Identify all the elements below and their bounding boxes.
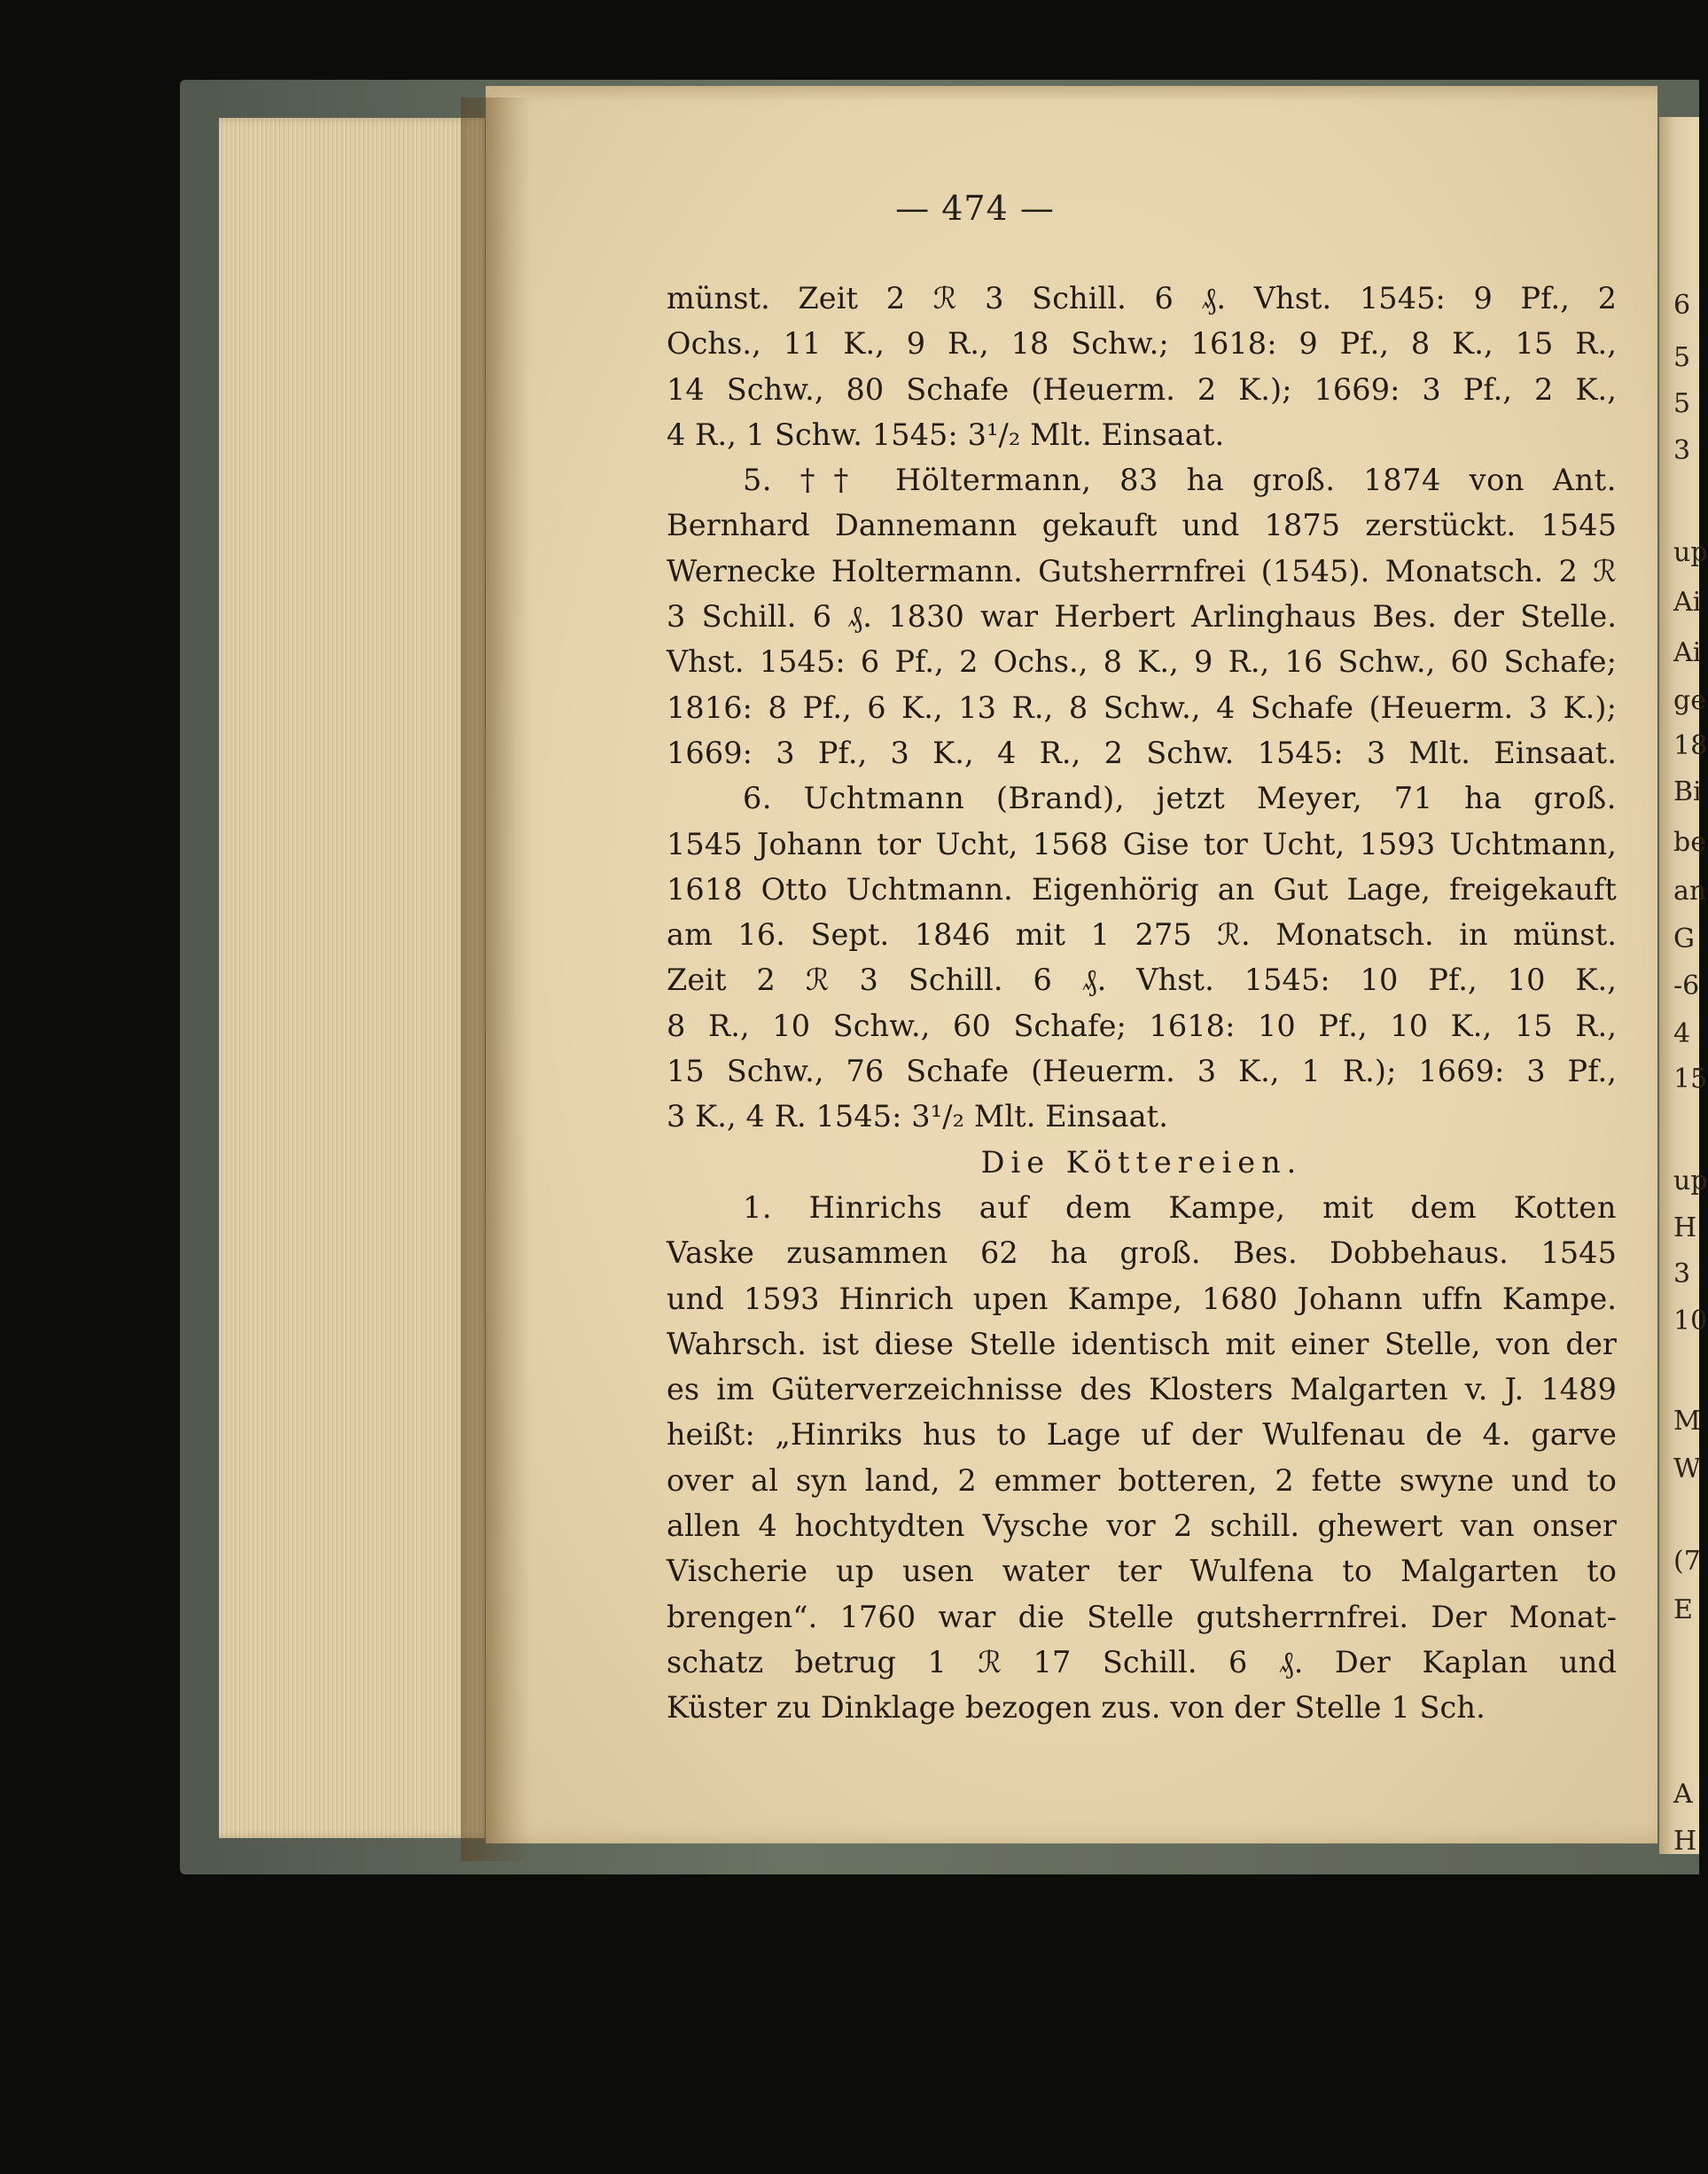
next-page-fragment: ge	[1673, 685, 1706, 716]
text-line: Bernhard Dannemann gekauft und 1875 zerstückt. 1545	[667, 508, 1617, 543]
next-page-fragment: 10	[1673, 1305, 1708, 1336]
text-line: und 1593 Hinrich upen Kampe, 1680 Johann uffn Kampe.	[667, 1281, 1617, 1316]
next-page-fragment: up	[1673, 537, 1708, 568]
text-line: Ochs., 11 K., 9 R., 18 Schw.; 1618: 9 Pf., 8 K., 15 R.,	[667, 326, 1617, 362]
text-line: 1669: 3 Pf., 3 K., 4 R., 2 Schw. 1545: 3 Mlt. Einsaat.	[667, 735, 1617, 770]
text-line: heißt: „Hinriks hus to Lage uf der Wulfenau de 4. garve	[667, 1417, 1617, 1453]
text-line: brengen“. 1760 war die Stelle gutsherrnfrei. Der Monat-	[667, 1599, 1617, 1634]
page-top-edge	[486, 86, 1657, 100]
next-page-fragment: an	[1673, 876, 1707, 907]
entry-heading-hinrichs: 1. Hinrichs auf dem Kampe, mit dem Kotten	[743, 1189, 1617, 1225]
text-line: am 16. Sept. 1846 mit 1 275 ℛ. Monatsch. in münst.	[667, 917, 1617, 953]
next-page-fragment: Ai	[1673, 587, 1702, 618]
next-page-fragment: be	[1673, 827, 1706, 858]
next-page-fragment: E	[1673, 1594, 1693, 1625]
text-line: Vaske zusammen 62 ha groß. Bes. Dobbehaus. 1545	[667, 1235, 1617, 1271]
text-line: allen 4 hochtydten Vysche vor 2 schill. ghewert van onser	[667, 1508, 1617, 1544]
next-page-fragment: Ai	[1673, 637, 1702, 668]
next-page-fragment: Bi	[1673, 776, 1702, 807]
next-page-fragment: 3	[1673, 1258, 1691, 1290]
text-line: Vischerie up usen water ter Wulfena to Malgarten to	[667, 1554, 1617, 1589]
text-line: Vhst. 1545: 6 Pf., 2 Ochs., 8 K., 9 R., 16 Schw., 60 Schafe;	[667, 644, 1617, 680]
next-page-fragment: G	[1673, 923, 1695, 955]
next-page-fragment: 18	[1673, 730, 1708, 761]
next-page-fragment: 6	[1673, 290, 1691, 321]
next-page-fragment: H	[1673, 1826, 1697, 1857]
text-line: over al syn land, 2 emmer botteren, 2 fette swyne und to	[667, 1462, 1617, 1498]
page-number: — 474 —	[895, 189, 1055, 228]
page-body	[667, 276, 1617, 1731]
book-gutter-shadow	[461, 97, 532, 1861]
text-line: 14 Schw., 80 Schafe (Heuerm. 2 K.); 1669: 3 Pf., 2 K.,	[667, 371, 1617, 407]
next-page-fragment: -6	[1673, 970, 1700, 1001]
text-line: 3 Schill. 6 ₰. 1830 war Herbert Arlinghaus Bes. der Stelle.	[667, 599, 1617, 635]
entry-heading-hoeltermann: 5. †† Höltermann, 83 ha groß. 1874 von Ant.	[743, 463, 1617, 498]
text-line: Wahrsch. ist diese Stelle identisch mit einer Stelle, von der	[667, 1326, 1617, 1361]
next-page-fragment: 5	[1673, 342, 1691, 373]
next-page-fragment: 15	[1673, 1064, 1708, 1095]
next-page-fragment: 3	[1673, 435, 1691, 466]
page-edges	[219, 118, 485, 1838]
next-page-fragment: A	[1673, 1779, 1693, 1810]
text-line: schatz betrug 1 ℛ 17 Schill. 6 ₰. Der Kaplan und	[667, 1644, 1617, 1679]
next-page-fragment: up	[1673, 1165, 1708, 1196]
next-page-fragment: 4	[1673, 1018, 1691, 1049]
next-page-fragment: M	[1673, 1406, 1701, 1437]
section-heading: Die Köttereien.	[980, 1144, 1303, 1180]
next-page-fragment: H	[1673, 1212, 1697, 1243]
entry-heading-uchtmann: 6. Uchtmann (Brand), jetzt Meyer, 71 ha groß.	[743, 781, 1617, 816]
text-line: Wernecke Holtermann. Gutsherrnfrei (1545). Monatsch. 2 ℛ	[667, 553, 1617, 588]
next-page-fragment: 5	[1673, 388, 1691, 419]
text-line: 3 K., 4 R. 1545: 3¹/₂ Mlt. Einsaat.	[667, 1099, 1168, 1134]
next-page-fragment: (7	[1673, 1546, 1701, 1577]
text-line: 4 R., 1 Schw. 1545: 3¹/₂ Mlt. Einsaat.	[667, 417, 1225, 452]
text-line: Zeit 2 ℛ 3 Schill. 6 ₰. Vhst. 1545: 10 Pf., 10 K.,	[667, 962, 1617, 998]
text-line: es im Güterverzeichnisse des Klosters Malgarten v. J. 1489	[667, 1372, 1617, 1407]
text-line: 1816: 8 Pf., 6 K., 13 R., 8 Schw., 4 Schafe (Heuerm. 3 K.);	[667, 690, 1617, 725]
text-line: 8 R., 10 Schw., 60 Schafe; 1618: 10 Pf., 10 K., 15 R.,	[667, 1008, 1617, 1043]
next-page-fragment: W	[1673, 1453, 1701, 1484]
text-line: 15 Schw., 76 Schafe (Heuerm. 3 K., 1 R.); 1669: 3 Pf.,	[667, 1054, 1617, 1089]
text-line: münst. Zeit 2 ℛ 3 Schill. 6 ₰. Vhst. 1545: 9 Pf., 2	[667, 281, 1617, 316]
text-line: Küster zu Dinklage bezogen zus. von der Stelle 1 Sch.	[667, 1690, 1486, 1726]
text-line: 1618 Otto Uchtmann. Eigenhörig an Gut Lage, freigekauft	[667, 871, 1617, 907]
text-line: 1545 Johann tor Ucht, 1568 Gise tor Ucht, 1593 Uchtmann,	[667, 826, 1617, 861]
